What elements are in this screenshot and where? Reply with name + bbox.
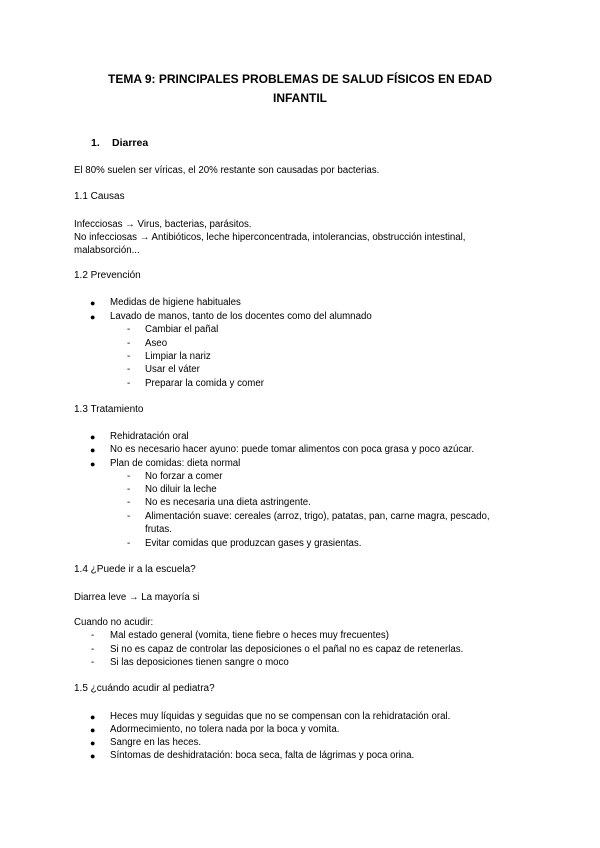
section-number: 1. (91, 137, 100, 149)
bullet-icon: ● (90, 712, 96, 722)
list-item: No es necesario hacer ayuno: puede tomar alimentos con poca grasa y poco azúcar. (110, 444, 475, 455)
dash-icon: - (127, 471, 131, 482)
dash-icon: - (127, 324, 131, 335)
bullet-icon: ● (90, 445, 96, 455)
list-item: Rehidratación oral (110, 431, 189, 442)
bullet-icon: ● (90, 312, 96, 322)
bullet-icon: ● (90, 459, 96, 469)
list-item: Heces muy líquidas y seguidas que no se compensan con la rehidratación oral. (110, 711, 451, 722)
title-line-2: INFANTIL (273, 91, 327, 105)
list-item: Si las deposiciones tienen sangre o moco (110, 657, 289, 668)
list-item: Cambiar el pañal (145, 324, 219, 335)
list-item-continuation: frutas. (145, 524, 172, 535)
dash-icon: - (91, 644, 95, 655)
list-item: Sangre en las heces. (110, 737, 202, 748)
causas-line-1: Infecciosas → Virus, bacterias, parásitos. (74, 219, 252, 230)
list-item: Medidas de higiene habituales (110, 297, 241, 308)
list-item: Adormecimiento, no tolera nada por la boca y vomita. (110, 724, 340, 735)
list-item: Si no es capaz de controlar las deposiciones o el pañal no es capaz de retenerlas. (110, 644, 464, 655)
escuela-line-1: Diarrea leve → La mayoría si (74, 592, 200, 603)
bullet-icon: ● (90, 298, 96, 308)
intro-paragraph: El 80% suelen ser víricas, el 20% restante son causadas por bacterias. (74, 165, 380, 176)
title-line-1: TEMA 9: PRINCIPALES PROBLEMAS DE SALUD FÍSICOS EN EDAD (107, 72, 493, 86)
dash-icon: - (127, 497, 131, 508)
dash-icon: - (127, 338, 131, 349)
list-item: No forzar a comer (145, 471, 223, 482)
dash-icon: - (127, 538, 131, 549)
dash-icon: - (127, 484, 131, 495)
subsection-heading-pediatra: 1.5 ¿cuándo acudir al pediatra? (74, 683, 215, 694)
dash-icon: - (127, 511, 131, 522)
list-item: Mal estado general (vomita, tiene fiebre o heces muy frecuentes) (110, 630, 389, 641)
list-item: Alimentación suave: cereales (arroz, trigo), patatas, pan, carne magra, pescado, (145, 511, 490, 522)
document-title (60, 70, 540, 108)
list-item: Limpiar la nariz (145, 351, 211, 362)
subsection-heading-escuela: 1.4 ¿Puede ir a la escuela? (74, 564, 196, 575)
bullet-icon: ● (90, 751, 96, 761)
causas-line-2: No infecciosas → Antibióticos, leche hiperconcentrada, intolerancias, obstrucción intestinal, (74, 232, 466, 243)
causas-line-3: malabsorción... (74, 245, 140, 256)
list-item: Aseo (145, 338, 168, 349)
list-item: Evitar comidas que produzcan gases y grasientas. (145, 538, 362, 549)
bullet-icon: ● (90, 738, 96, 748)
escuela-line-2: Cuando no acudir: (74, 617, 154, 628)
list-item: Usar el váter (145, 364, 200, 375)
dash-icon: - (127, 351, 131, 362)
section-heading: Diarrea (112, 137, 149, 149)
bullet-icon: ● (90, 432, 96, 442)
subsection-heading-causas: 1.1 Causas (74, 191, 125, 202)
list-item: No es necesaria una dieta astringente. (145, 497, 311, 508)
list-item: Plan de comidas: dieta normal (110, 458, 241, 469)
list-item: No diluir la leche (145, 484, 217, 495)
dash-icon: - (127, 364, 131, 375)
dash-icon: - (91, 657, 95, 668)
list-item: Lavado de manos, tanto de los docentes como del alumnado (110, 311, 372, 322)
list-item: Síntomas de deshidratación: boca seca, falta de lágrimas y poca orina. (110, 750, 415, 761)
dash-icon: - (127, 378, 131, 389)
list-item: Preparar la comida y comer (145, 378, 264, 389)
subsection-heading-prevencion: 1.2 Prevención (74, 270, 141, 281)
dash-icon: - (91, 630, 95, 641)
subsection-heading-tratamiento: 1.3 Tratamiento (74, 404, 144, 415)
bullet-icon: ● (90, 725, 96, 735)
